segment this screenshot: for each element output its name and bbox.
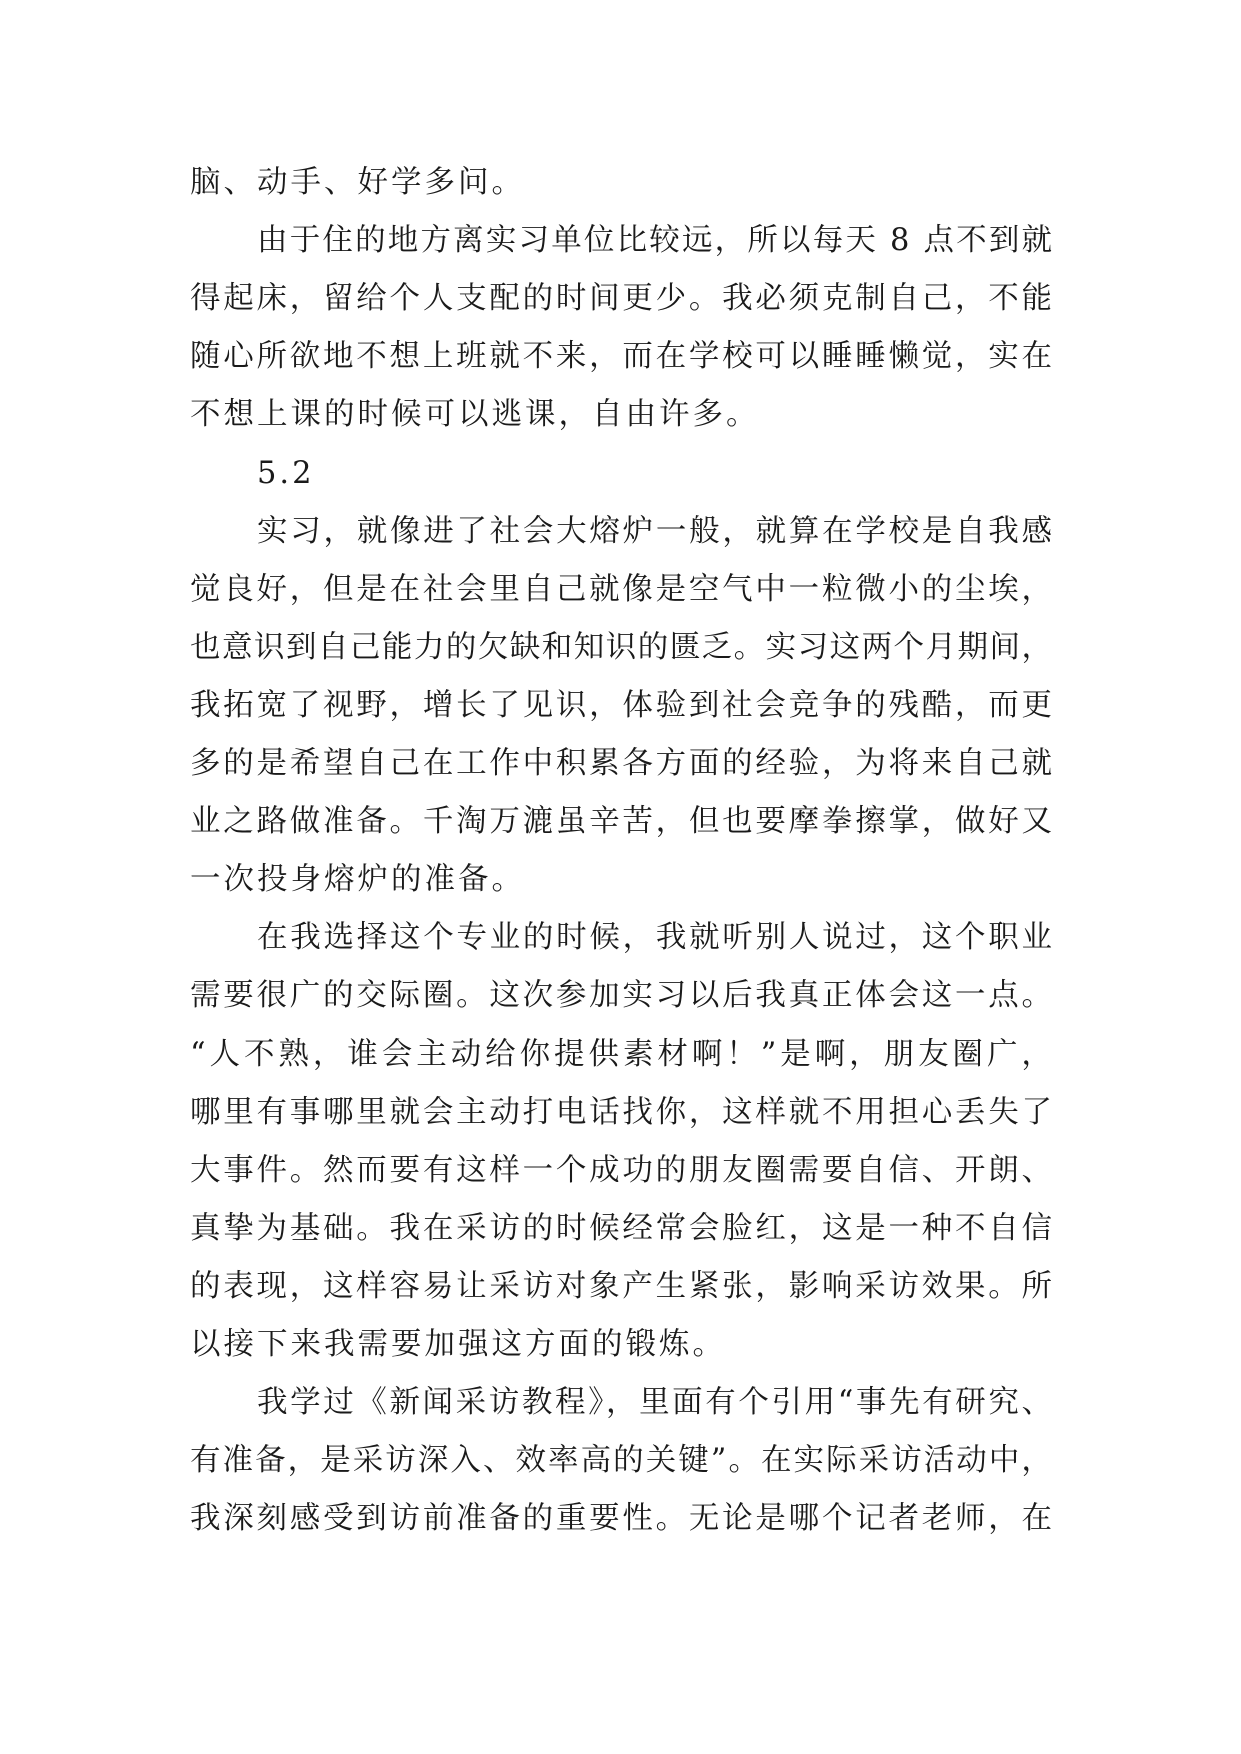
text-line: 得起床，留给个人支配的时间更少。我必须克制自己，不能 [190, 281, 1055, 316]
text-line: 觉良好，但是在社会里自己就像是空气中一粒微小的尘埃， [190, 572, 1055, 607]
text-line: 有准备，是采访深入、效率高的关键”。在实际采访活动中， [190, 1443, 1054, 1478]
text-line: 我拓宽了视野，增长了见识，体验到社会竞争的残酷，而更 [190, 688, 1055, 723]
section-number: 5.2 [257, 456, 315, 491]
text-line: 多的是希望自己在工作中积累各方面的经验，为将来自己就 [190, 746, 1055, 781]
text-line: 我深刻感受到访前准备的重要性。无论是哪个记者老师，在 [190, 1501, 1055, 1536]
text-line: 也意识到自己能力的欠缺和知识的匮乏。实习这两个月期间， [190, 630, 1054, 665]
text-line: 需要很广的交际圈。这次参加实习以后我真正体会这一点。 [190, 978, 1055, 1013]
text-line: 以接下来我需要加强这方面的锻炼。 [190, 1327, 726, 1362]
text-line: 哪里有事哪里就会主动打电话找你，这样就不用担心丢失了 [190, 1095, 1055, 1130]
text-line: 随心所欲地不想上班就不来，而在学校可以睡睡懒觉，实在 [190, 339, 1055, 374]
text-line: 实习，就像进了社会大熔炉一般，就算在学校是自我感 [257, 514, 1055, 549]
text-line: 我学过《新闻采访教程》，里面有个引用“事先有研究、 [257, 1385, 1055, 1420]
text-line: 的表现，这样容易让采访对象产生紧张，影响采访效果。所 [190, 1269, 1055, 1304]
text-line: 不想上课的时候可以逃课，自由许多。 [190, 397, 760, 432]
text-line: 在我选择这个专业的时候，我就听别人说过，这个职业 [257, 920, 1055, 955]
text-line: 由于住的地方离实习单位比较远，所以每天 8 点不到就 [257, 223, 1055, 258]
text-line: 脑、动手、好学多问。 [190, 165, 525, 200]
text-line: “人不熟，谁会主动给你提供素材啊！”是啊，朋友圈广， [190, 1037, 1056, 1072]
text-line: 一次投身熔炉的准备。 [190, 862, 525, 897]
text-line: 真挚为基础。我在采访的时候经常会脸红，这是一种不自信 [190, 1211, 1055, 1246]
text-line: 业之路做准备。千淘万漉虽辛苦，但也要摩拳擦掌，做好又 [190, 804, 1055, 839]
text-line: 大事件。然而要有这样一个成功的朋友圈需要自信、开朗、 [190, 1153, 1055, 1188]
